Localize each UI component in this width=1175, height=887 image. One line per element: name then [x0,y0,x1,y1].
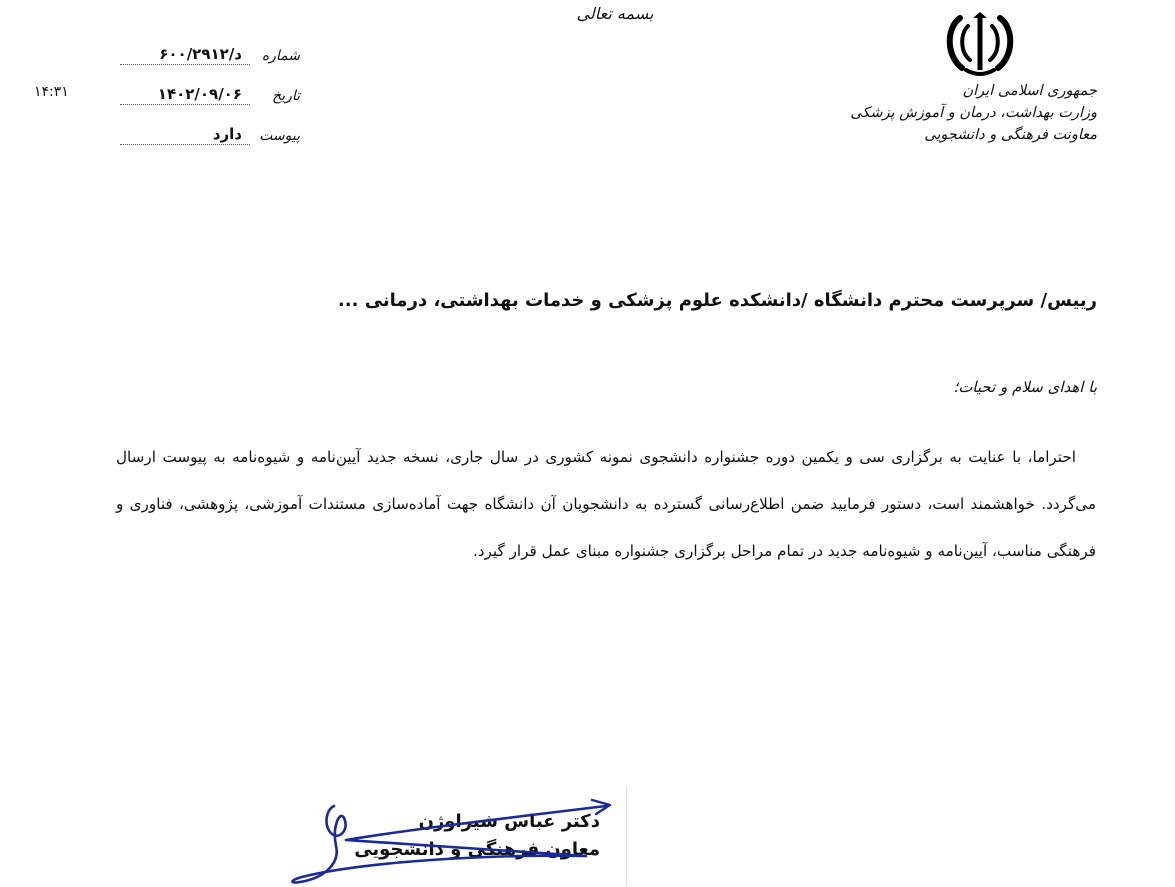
letter-time: ۱۴:۳۱ [34,84,69,100]
letter-attachment-value: دارد [120,125,250,145]
letter-body [116,434,1096,575]
letter-number-label: شماره [261,48,300,64]
letter-recipient: رییس/ سرپرست محترم دانشگاه /دانشکده علوم پزشکی و خدمات بهداشتی، درمانی ... [337,290,1097,311]
letter-body-text: احتراما، با عنایت به برگزاری سی و یکمین دوره جشنواره دانشجوی نمونه کشوری در سال جاری، نسخه جدید آیین‌نامه و شیوه‌نامه به پیوست ارسال می‌گردد. خواهشمند است، دستور فرمایید ضمن اطلاع‌رسانی گسترده به دانشجویان آن دانشگاه جهت آماده‌سازی مستندات آموزشی، پژوهشی، فناوری و فرهنگی مناسب، آیین‌نامه و شیوه‌نامه جدید در تمام مراحل برگزاری جشنواره مبنای عمل قرار گیرد. [116,448,1096,560]
letter-number-field [118,46,308,68]
letter-date-value: ۱۴۰۲/۰۹/۰۶ [120,85,250,105]
signatory-name: دکتر عباس شیراوژن [418,811,600,832]
letter-date-field [118,86,308,108]
signatory-title: معاون فرهنگی و دانشجویی [354,839,600,860]
ministry-line-ministry: وزارت بهداشت، درمان و آموزش پزشکی [850,105,1097,121]
ministry-line-country: جمهوری اسلامی ایران [962,83,1097,99]
letter-attachment-field [118,126,308,148]
letter-greeting: با اهدای سلام و تحیات؛ [953,378,1097,396]
signature-divider [626,786,627,886]
signature-block [300,808,600,864]
iran-emblem-icon [940,10,1020,82]
ministry-header [850,80,1097,146]
letter-date-label: تاریخ [272,88,300,104]
letter-attachment-label: پیوست [259,128,300,144]
invocation: بسمه تعالی [576,4,654,23]
letter-number-value: د/۶۰۰/۲۹۱۲ [120,45,250,65]
ministry-line-deputy: معاونت فرهنگی و دانشجویی [924,127,1097,143]
